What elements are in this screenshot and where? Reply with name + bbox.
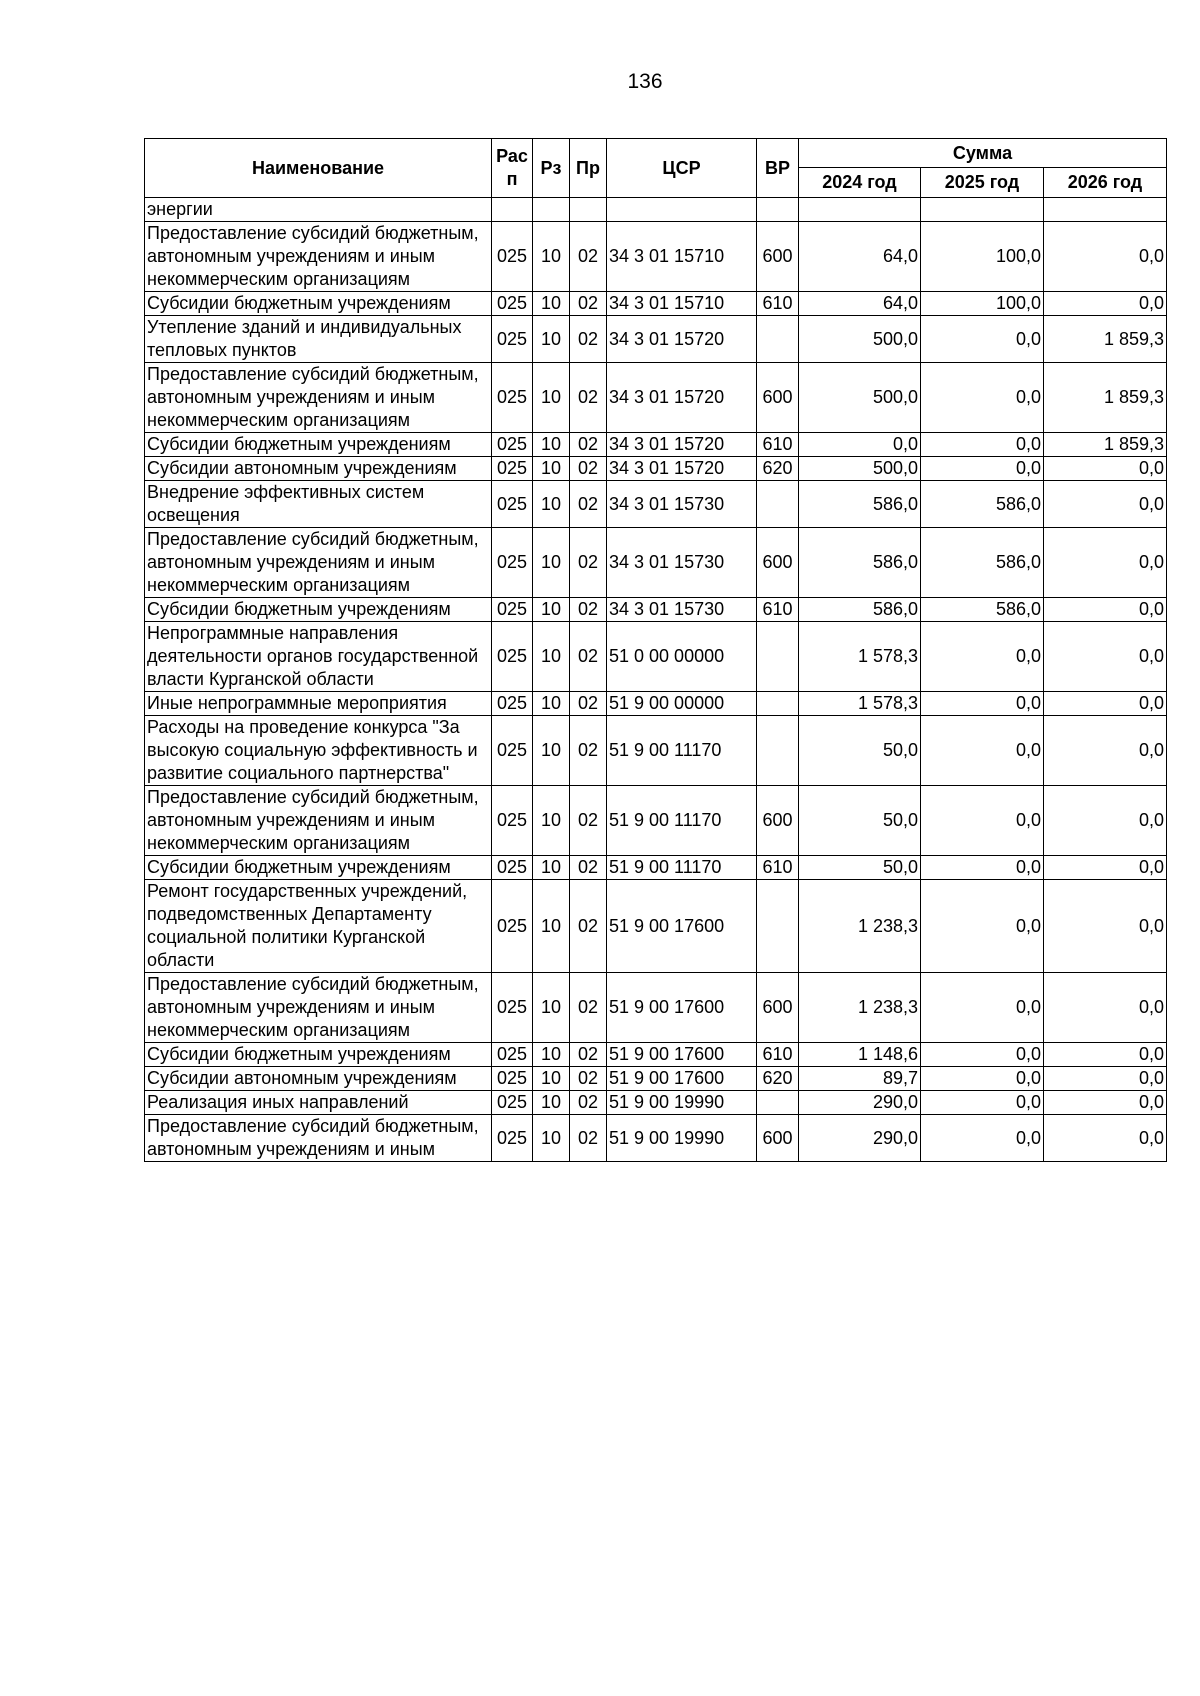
cell-sum-2025: 0,0 xyxy=(921,880,1044,973)
cell-rz: 10 xyxy=(533,457,570,481)
cell-vr xyxy=(757,481,799,528)
cell-pr: 02 xyxy=(570,528,607,598)
cell-sum-2026: 0,0 xyxy=(1044,973,1167,1043)
table-row xyxy=(145,457,1167,481)
cell-sum-2024: 500,0 xyxy=(799,316,921,363)
cell-pr: 02 xyxy=(570,1067,607,1091)
cell-rasp: 025 xyxy=(492,316,533,363)
cell-csr: 34 3 01 15720 xyxy=(607,457,757,481)
cell-rz: 10 xyxy=(533,880,570,973)
cell-rz: 10 xyxy=(533,292,570,316)
cell-rz: 10 xyxy=(533,716,570,786)
cell-csr: 51 9 00 17600 xyxy=(607,1067,757,1091)
cell-rz: 10 xyxy=(533,598,570,622)
cell-rz: 10 xyxy=(533,481,570,528)
cell-sum-2025: 0,0 xyxy=(921,1043,1044,1067)
cell-sum-2024: 50,0 xyxy=(799,716,921,786)
header-name: Наименование xyxy=(145,139,492,198)
cell-sum-2025: 586,0 xyxy=(921,598,1044,622)
cell-rz: 10 xyxy=(533,1043,570,1067)
cell-csr: 34 3 01 15720 xyxy=(607,433,757,457)
cell-vr: 600 xyxy=(757,786,799,856)
cell-name: Субсидии бюджетным учреждениям xyxy=(145,1043,492,1067)
cell-sum-2024: 500,0 xyxy=(799,363,921,433)
cell-sum-2024: 290,0 xyxy=(799,1115,921,1162)
cell-sum-2025: 0,0 xyxy=(921,457,1044,481)
table-row xyxy=(145,528,1167,598)
cell-csr xyxy=(607,198,757,222)
cell-sum-2025: 0,0 xyxy=(921,1115,1044,1162)
header-year-2026: 2026 год xyxy=(1044,168,1167,198)
cell-vr: 600 xyxy=(757,973,799,1043)
cell-name: Непрограммные направления деятельности органов государственной власти Курганской области xyxy=(145,622,492,692)
table-row xyxy=(145,856,1167,880)
cell-vr: 620 xyxy=(757,457,799,481)
cell-rasp: 025 xyxy=(492,1043,533,1067)
cell-csr: 51 9 00 11170 xyxy=(607,716,757,786)
cell-vr: 600 xyxy=(757,222,799,292)
cell-sum-2026: 0,0 xyxy=(1044,1091,1167,1115)
cell-sum-2026: 0,0 xyxy=(1044,880,1167,973)
cell-sum-2026: 0,0 xyxy=(1044,457,1167,481)
cell-name: Субсидии бюджетным учреждениям xyxy=(145,856,492,880)
cell-rasp: 025 xyxy=(492,222,533,292)
cell-name: Субсидии бюджетным учреждениям xyxy=(145,598,492,622)
cell-rasp: 025 xyxy=(492,716,533,786)
cell-csr: 51 9 00 17600 xyxy=(607,1043,757,1067)
cell-sum-2024: 89,7 xyxy=(799,1067,921,1091)
cell-rz: 10 xyxy=(533,1115,570,1162)
cell-vr xyxy=(757,880,799,973)
cell-csr: 34 3 01 15730 xyxy=(607,598,757,622)
table-row xyxy=(145,198,1167,222)
cell-name: Утепление зданий и индивидуальных тепловых пунктов xyxy=(145,316,492,363)
cell-pr: 02 xyxy=(570,1043,607,1067)
cell-pr: 02 xyxy=(570,856,607,880)
cell-rasp: 025 xyxy=(492,622,533,692)
cell-csr: 34 3 01 15720 xyxy=(607,316,757,363)
cell-sum-2025: 586,0 xyxy=(921,481,1044,528)
cell-pr: 02 xyxy=(570,316,607,363)
header-csr: ЦСР xyxy=(607,139,757,198)
cell-sum-2025: 0,0 xyxy=(921,856,1044,880)
table-row xyxy=(145,716,1167,786)
cell-sum-2025: 0,0 xyxy=(921,1091,1044,1115)
cell-rasp: 025 xyxy=(492,457,533,481)
table-row xyxy=(145,222,1167,292)
cell-vr xyxy=(757,716,799,786)
cell-sum-2026: 0,0 xyxy=(1044,1043,1167,1067)
header-pr: Пр xyxy=(570,139,607,198)
cell-rasp: 025 xyxy=(492,1091,533,1115)
cell-sum-2026: 1 859,3 xyxy=(1044,433,1167,457)
cell-name: Субсидии автономным учреждениям xyxy=(145,1067,492,1091)
cell-sum-2024: 290,0 xyxy=(799,1091,921,1115)
cell-sum-2024: 1 238,3 xyxy=(799,973,921,1043)
table-row xyxy=(145,481,1167,528)
cell-rasp: 025 xyxy=(492,1067,533,1091)
cell-pr: 02 xyxy=(570,481,607,528)
cell-sum-2024 xyxy=(799,198,921,222)
cell-sum-2025: 0,0 xyxy=(921,433,1044,457)
table-row xyxy=(145,1115,1167,1162)
cell-rz: 10 xyxy=(533,433,570,457)
cell-csr: 34 3 01 15710 xyxy=(607,222,757,292)
cell-sum-2026: 0,0 xyxy=(1044,786,1167,856)
cell-csr: 34 3 01 15720 xyxy=(607,363,757,433)
cell-sum-2026 xyxy=(1044,198,1167,222)
cell-pr: 02 xyxy=(570,222,607,292)
cell-rz: 10 xyxy=(533,222,570,292)
cell-name: энергии xyxy=(145,198,492,222)
cell-sum-2025: 0,0 xyxy=(921,1067,1044,1091)
cell-name: Реализация иных направлений xyxy=(145,1091,492,1115)
cell-csr: 51 9 00 17600 xyxy=(607,973,757,1043)
cell-csr: 51 9 00 00000 xyxy=(607,692,757,716)
cell-sum-2026: 0,0 xyxy=(1044,622,1167,692)
cell-rz: 10 xyxy=(533,856,570,880)
cell-sum-2026: 0,0 xyxy=(1044,1115,1167,1162)
cell-name: Предоставление субсидий бюджетным, автономным учреждениям и иным некоммерческим организациям xyxy=(145,363,492,433)
cell-vr xyxy=(757,1091,799,1115)
cell-vr: 600 xyxy=(757,363,799,433)
cell-sum-2025: 0,0 xyxy=(921,363,1044,433)
header-vr: ВР xyxy=(757,139,799,198)
cell-name: Субсидии автономным учреждениям xyxy=(145,457,492,481)
cell-sum-2026: 0,0 xyxy=(1044,222,1167,292)
cell-rasp: 025 xyxy=(492,481,533,528)
cell-sum-2025: 0,0 xyxy=(921,716,1044,786)
cell-sum-2025: 586,0 xyxy=(921,528,1044,598)
table-row xyxy=(145,292,1167,316)
cell-rasp: 025 xyxy=(492,973,533,1043)
cell-csr: 51 9 00 19990 xyxy=(607,1091,757,1115)
cell-sum-2025: 0,0 xyxy=(921,973,1044,1043)
cell-rasp: 025 xyxy=(492,1115,533,1162)
cell-name: Предоставление субсидий бюджетным, автономным учреждениям и иным некоммерческим организациям xyxy=(145,973,492,1043)
cell-sum-2024: 64,0 xyxy=(799,292,921,316)
table-row xyxy=(145,316,1167,363)
cell-sum-2024: 586,0 xyxy=(799,481,921,528)
cell-name: Предоставление субсидий бюджетным, автономным учреждениям и иным некоммерческим организациям xyxy=(145,786,492,856)
cell-vr: 620 xyxy=(757,1067,799,1091)
cell-rz xyxy=(533,198,570,222)
table-row xyxy=(145,363,1167,433)
cell-pr xyxy=(570,198,607,222)
cell-rasp xyxy=(492,198,533,222)
table-row xyxy=(145,880,1167,973)
cell-csr: 34 3 01 15730 xyxy=(607,481,757,528)
cell-rz: 10 xyxy=(533,622,570,692)
cell-pr: 02 xyxy=(570,622,607,692)
cell-vr xyxy=(757,316,799,363)
cell-vr: 600 xyxy=(757,1115,799,1162)
header-rz: Рз xyxy=(533,139,570,198)
table-row xyxy=(145,1091,1167,1115)
page-number: 136 xyxy=(627,70,663,93)
table-row xyxy=(145,1067,1167,1091)
cell-sum-2024: 64,0 xyxy=(799,222,921,292)
cell-pr: 02 xyxy=(570,716,607,786)
table-row xyxy=(145,622,1167,692)
table-row xyxy=(145,1043,1167,1067)
cell-pr: 02 xyxy=(570,973,607,1043)
cell-vr: 610 xyxy=(757,1043,799,1067)
cell-sum-2026: 0,0 xyxy=(1044,692,1167,716)
cell-vr: 610 xyxy=(757,292,799,316)
cell-pr: 02 xyxy=(570,786,607,856)
cell-name: Внедрение эффективных систем освещения xyxy=(145,481,492,528)
cell-sum-2026: 0,0 xyxy=(1044,292,1167,316)
cell-name: Субсидии бюджетным учреждениям xyxy=(145,292,492,316)
cell-sum-2025 xyxy=(921,198,1044,222)
cell-rz: 10 xyxy=(533,786,570,856)
cell-rasp: 025 xyxy=(492,692,533,716)
cell-vr: 610 xyxy=(757,856,799,880)
cell-sum-2024: 586,0 xyxy=(799,528,921,598)
cell-sum-2025: 0,0 xyxy=(921,622,1044,692)
cell-rz: 10 xyxy=(533,1091,570,1115)
cell-sum-2024: 0,0 xyxy=(799,433,921,457)
cell-rasp: 025 xyxy=(492,856,533,880)
cell-sum-2026: 0,0 xyxy=(1044,716,1167,786)
header-year-2024: 2024 год xyxy=(799,168,921,198)
cell-vr xyxy=(757,622,799,692)
cell-rasp: 025 xyxy=(492,528,533,598)
cell-sum-2024: 1 578,3 xyxy=(799,692,921,716)
cell-rasp: 025 xyxy=(492,598,533,622)
cell-sum-2024: 1 148,6 xyxy=(799,1043,921,1067)
cell-csr: 51 9 00 17600 xyxy=(607,880,757,973)
cell-name: Предоставление субсидий бюджетным, автономным учреждениям и иным некоммерческим организациям xyxy=(145,222,492,292)
cell-vr: 600 xyxy=(757,528,799,598)
cell-sum-2026: 1 859,3 xyxy=(1044,363,1167,433)
cell-sum-2024: 50,0 xyxy=(799,856,921,880)
cell-vr: 610 xyxy=(757,433,799,457)
cell-sum-2025: 100,0 xyxy=(921,292,1044,316)
table-row xyxy=(145,692,1167,716)
cell-pr: 02 xyxy=(570,457,607,481)
cell-pr: 02 xyxy=(570,692,607,716)
cell-name: Предоставление субсидий бюджетным, автономным учреждениям и иным xyxy=(145,1115,492,1162)
budget-table xyxy=(144,138,1167,1162)
cell-rz: 10 xyxy=(533,973,570,1043)
cell-pr: 02 xyxy=(570,880,607,973)
cell-vr xyxy=(757,198,799,222)
cell-sum-2025: 0,0 xyxy=(921,316,1044,363)
table-row xyxy=(145,973,1167,1043)
cell-rasp: 025 xyxy=(492,363,533,433)
cell-sum-2026: 0,0 xyxy=(1044,481,1167,528)
cell-rasp: 025 xyxy=(492,786,533,856)
cell-pr: 02 xyxy=(570,1115,607,1162)
cell-name: Иные непрограммные мероприятия xyxy=(145,692,492,716)
cell-rz: 10 xyxy=(533,528,570,598)
cell-sum-2026: 0,0 xyxy=(1044,598,1167,622)
table-body xyxy=(145,198,1167,1162)
cell-sum-2025: 0,0 xyxy=(921,692,1044,716)
cell-pr: 02 xyxy=(570,292,607,316)
cell-name: Ремонт государственных учреждений, подведомственных Департаменту социальной политики Курганской области xyxy=(145,880,492,973)
cell-sum-2026: 1 859,3 xyxy=(1044,316,1167,363)
cell-csr: 34 3 01 15710 xyxy=(607,292,757,316)
cell-sum-2024: 1 238,3 xyxy=(799,880,921,973)
cell-sum-2025: 0,0 xyxy=(921,786,1044,856)
cell-sum-2026: 0,0 xyxy=(1044,1067,1167,1091)
cell-sum-2026: 0,0 xyxy=(1044,528,1167,598)
cell-pr: 02 xyxy=(570,598,607,622)
cell-csr: 34 3 01 15730 xyxy=(607,528,757,598)
cell-pr: 02 xyxy=(570,433,607,457)
header-rasp: Рас п xyxy=(492,139,533,198)
cell-pr: 02 xyxy=(570,363,607,433)
header-year-2025: 2025 год xyxy=(921,168,1044,198)
cell-rz: 10 xyxy=(533,692,570,716)
cell-rz: 10 xyxy=(533,1067,570,1091)
table-row xyxy=(145,786,1167,856)
cell-rasp: 025 xyxy=(492,880,533,973)
cell-sum-2026: 0,0 xyxy=(1044,856,1167,880)
cell-rz: 10 xyxy=(533,316,570,363)
cell-sum-2024: 500,0 xyxy=(799,457,921,481)
cell-rz: 10 xyxy=(533,363,570,433)
cell-name: Субсидии бюджетным учреждениям xyxy=(145,433,492,457)
table-row xyxy=(145,433,1167,457)
cell-sum-2024: 586,0 xyxy=(799,598,921,622)
table-row xyxy=(145,598,1167,622)
cell-csr: 51 9 00 19990 xyxy=(607,1115,757,1162)
cell-vr xyxy=(757,692,799,716)
cell-sum-2024: 1 578,3 xyxy=(799,622,921,692)
cell-csr: 51 0 00 00000 xyxy=(607,622,757,692)
cell-pr: 02 xyxy=(570,1091,607,1115)
cell-vr: 610 xyxy=(757,598,799,622)
cell-sum-2025: 100,0 xyxy=(921,222,1044,292)
cell-name: Расходы на проведение конкурса "За высокую социальную эффективность и развитие социального партнерства" xyxy=(145,716,492,786)
cell-rasp: 025 xyxy=(492,433,533,457)
cell-rasp: 025 xyxy=(492,292,533,316)
cell-csr: 51 9 00 11170 xyxy=(607,786,757,856)
cell-sum-2024: 50,0 xyxy=(799,786,921,856)
header-sum: Сумма xyxy=(799,139,1167,168)
cell-csr: 51 9 00 11170 xyxy=(607,856,757,880)
cell-name: Предоставление субсидий бюджетным, автономным учреждениям и иным некоммерческим организациям xyxy=(145,528,492,598)
